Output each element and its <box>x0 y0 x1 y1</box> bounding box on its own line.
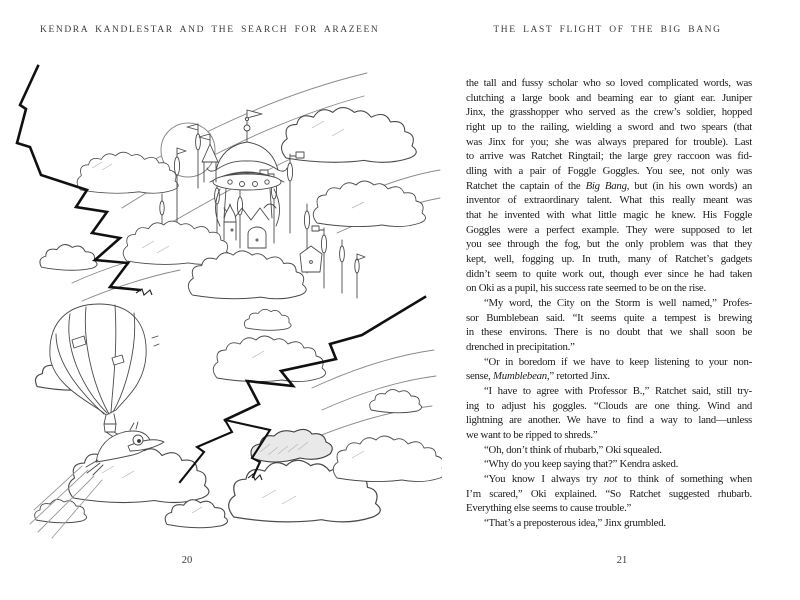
text-line: we want to be ripped to shreds.” <box>466 429 598 442</box>
text-line: Goggles were a perfect example. They were supposed to let <box>466 223 752 236</box>
text-line: “I have to agree with Professor B.,” Ratchet said, still try- <box>484 385 752 398</box>
right-page-running-header: THE LAST FLIGHT OF THE BIG BANG <box>493 25 722 35</box>
text-line: on Oki as a pupil, his success rate seemed to be on the rise. <box>466 282 706 295</box>
text-line: that he invented with what little magic he knew. His Foggle <box>466 209 752 222</box>
text-line: “You know I always try not to think of something when <box>484 473 752 486</box>
text-line: drenched in precipitation.” <box>466 341 575 354</box>
text-line: Jinx, the grasshopper who served as the crew’s soldier, hopped <box>466 106 752 119</box>
text-line: lightning are another. We have to find a way to land—unless <box>466 414 752 427</box>
left-page-running-header: KENDRA KANDLESTAR AND THE SEARCH FOR ARAZEEN <box>40 25 380 35</box>
text-line: sense, Mumblebean,” retorted Jinx. <box>466 370 610 383</box>
text-line: to arrive was Ratchet Ringtail; the large grey raccoon was fid- <box>466 150 752 163</box>
text-line: “Or in boredom if we have to keep listening to your non- <box>484 355 752 368</box>
right-page-number: 21 <box>616 555 628 566</box>
text-line: right up to the railing, wielding a sword and two spears (that <box>466 121 752 134</box>
text-line: “That’s a preposterous idea,” Jinx grumbled. <box>484 517 666 530</box>
text-line: inventor of extraordinary talent. What this really meant was <box>466 194 752 207</box>
text-line: dling with a pair of Foggle Goggles. You see, not only was <box>466 165 752 178</box>
text-line: ing to adjust his goggles. “Clouds are one thing. Wind and <box>466 399 752 412</box>
left-page-number: 20 <box>181 555 193 566</box>
text-line: I’m scared,” Oki explained. “So Ratchet suggested rhubarb. <box>466 487 752 500</box>
text-line: “Oh, don’t think of rhubarb,” Oki squealed. <box>484 443 662 456</box>
storm-city-illustration <box>12 58 442 553</box>
text-line: was Jinx for you; she was always prepared for trouble). Last <box>466 135 752 148</box>
text-line: “My word, the City on the Storm is well named,” Profes- <box>484 297 752 310</box>
text-line: clutching a large book and beaming ear to giant ear. Juniper <box>466 91 752 104</box>
dark-storm-cloud <box>251 429 332 462</box>
text-line: in these environs. There is no doubt that we shall soon be <box>466 326 752 339</box>
text-line: Everything else seems to cause trouble.” <box>466 502 632 515</box>
text-line: “Why do you keep saying that?” Kendra asked. <box>484 458 679 471</box>
hot-air-balloon <box>30 304 164 538</box>
text-line: Ratchet the captain of the Big Bang, but (in his own words) an <box>466 179 753 192</box>
text-line: sor Bumblebean said. “It seems quite a tempest is brewing <box>466 311 752 324</box>
text-line: you see through the fog, but the only problem was that they <box>466 238 752 251</box>
text-line: the tall and fussy scholar who so loved complicated words, was <box>466 77 752 89</box>
text-line: kept, well, fogging up. In truth, many of Ratchet’s gadgets <box>466 253 752 266</box>
body-text-column <box>466 76 752 531</box>
text-line: didn’t seem to quite work out, though ever since he had taken <box>466 267 752 280</box>
